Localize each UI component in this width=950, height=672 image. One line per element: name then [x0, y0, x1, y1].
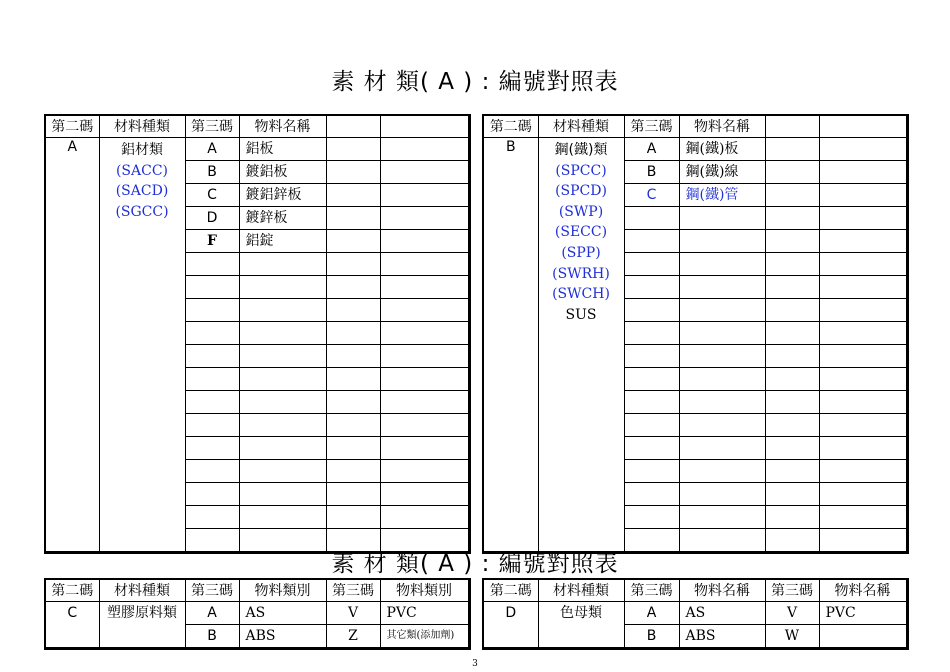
third-code-cell — [624, 460, 679, 483]
material-spec: (SECC) — [554, 224, 608, 241]
material-name-cell — [679, 322, 765, 345]
column-header: 材料種類 — [538, 579, 624, 602]
material-spec: (SWP) — [558, 203, 604, 220]
third-code-cell — [624, 276, 679, 299]
second-code-cell: C — [45, 602, 99, 649]
empty-cell — [765, 299, 819, 322]
third-code-cell — [185, 253, 239, 276]
empty-cell — [380, 368, 469, 391]
category-name: 鋁材類 — [121, 142, 163, 158]
material-category-cell: 塑膠原料類 — [99, 602, 185, 649]
empty-cell — [380, 460, 469, 483]
empty-cell — [380, 184, 469, 207]
empty-cell — [765, 460, 819, 483]
material-name-cell: 鋁錠 — [239, 230, 326, 253]
column-header: 第二碼 — [45, 115, 99, 138]
column-header: 第三碼 — [765, 579, 819, 602]
empty-cell — [326, 437, 380, 460]
column-header: 物料名稱 — [679, 579, 765, 602]
empty-cell — [326, 230, 380, 253]
third-code-cell — [624, 230, 679, 253]
empty-cell — [819, 437, 907, 460]
empty-cell — [380, 437, 469, 460]
category-name: 鋼(鐵)類 — [554, 142, 608, 158]
empty-cell — [819, 460, 907, 483]
empty-cell — [326, 161, 380, 184]
empty-cell — [819, 184, 907, 207]
third-code-cell: A — [624, 602, 679, 625]
material-name-cell — [239, 368, 326, 391]
empty-cell — [380, 253, 469, 276]
material-name-cell — [239, 299, 326, 322]
material-name-cell: 鋼(鐵)線 — [679, 161, 765, 184]
empty-cell — [819, 322, 907, 345]
material-name-cell — [679, 483, 765, 506]
third-code-cell: W — [765, 625, 819, 649]
empty-cell — [326, 368, 380, 391]
third-code-cell: V — [326, 602, 380, 625]
header-row — [483, 579, 907, 602]
third-code-cell — [624, 345, 679, 368]
empty-cell — [380, 138, 469, 161]
third-code-cell — [185, 460, 239, 483]
empty-cell — [819, 253, 907, 276]
third-code-cell: A — [624, 138, 679, 161]
material-category-cell — [99, 138, 185, 553]
empty-cell — [819, 299, 907, 322]
empty-cell — [326, 276, 380, 299]
table-row — [483, 602, 907, 625]
column-header: 物料類別 — [380, 579, 469, 602]
column-header — [380, 115, 469, 138]
material-name-cell — [679, 230, 765, 253]
empty-cell — [765, 437, 819, 460]
empty-cell — [819, 506, 907, 529]
material-name-cell — [239, 276, 326, 299]
table-row — [483, 138, 907, 161]
column-header: 第二碼 — [483, 579, 538, 602]
column-header: 物料名稱 — [819, 579, 907, 602]
material-name-cell — [679, 299, 765, 322]
empty-cell — [380, 483, 469, 506]
empty-cell — [326, 207, 380, 230]
second-code-cell: B — [483, 138, 538, 553]
masterbatch-code-table — [482, 578, 909, 650]
empty-cell — [380, 414, 469, 437]
column-header — [326, 115, 380, 138]
material-name-cell — [679, 345, 765, 368]
empty-cell — [326, 253, 380, 276]
third-code-cell — [185, 345, 239, 368]
empty-cell — [765, 230, 819, 253]
empty-cell — [765, 138, 819, 161]
third-code-cell — [624, 368, 679, 391]
material-name-cell — [679, 506, 765, 529]
material-category-cell — [538, 138, 624, 553]
column-header: 第二碼 — [483, 115, 538, 138]
empty-cell — [326, 345, 380, 368]
material-type-cell: AS — [239, 602, 326, 625]
empty-cell — [326, 322, 380, 345]
second-code-cell: D — [483, 602, 538, 649]
material-spec: (SGCC) — [115, 203, 169, 220]
material-spec: (SACC) — [115, 162, 169, 179]
column-header: 第三碼 — [185, 115, 239, 138]
empty-cell — [765, 161, 819, 184]
third-code-cell — [185, 506, 239, 529]
empty-cell — [765, 506, 819, 529]
column-header: 物料名稱 — [239, 115, 326, 138]
third-code-cell: F — [185, 230, 239, 253]
empty-cell — [380, 276, 469, 299]
material-spec: (SPCD) — [555, 183, 607, 200]
header-row — [483, 115, 907, 138]
material-spec: (SWRH) — [552, 265, 610, 282]
third-code-cell — [624, 322, 679, 345]
third-code-cell: B — [624, 625, 679, 649]
empty-cell — [326, 483, 380, 506]
third-code-cell: C — [185, 184, 239, 207]
empty-cell — [819, 230, 907, 253]
table-row — [45, 602, 469, 625]
page-title: 素 材 類( A ) : 編號對照表 — [331, 69, 619, 95]
third-code-cell: V — [765, 602, 819, 625]
section-title: 素 材 類( A ) : 編號對照表 — [331, 551, 619, 577]
material-type-cell: ABS — [239, 625, 326, 649]
column-header — [765, 115, 819, 138]
column-header: 第三碼 — [326, 579, 380, 602]
third-code-cell: D — [185, 207, 239, 230]
material-name-cell: 鋼(鐵)板 — [679, 138, 765, 161]
empty-cell — [765, 276, 819, 299]
material-name-cell — [239, 253, 326, 276]
material-spec: (SPP) — [561, 244, 601, 261]
column-header: 材料種類 — [538, 115, 624, 138]
material-spec: SUS — [565, 306, 597, 323]
empty-cell — [326, 184, 380, 207]
column-header — [819, 115, 907, 138]
empty-cell — [326, 460, 380, 483]
material-name-cell — [679, 207, 765, 230]
material-name-cell — [679, 460, 765, 483]
material-spec: (SPCC) — [555, 162, 607, 179]
column-header: 第三碼 — [624, 115, 679, 138]
third-code-cell: C — [624, 184, 679, 207]
third-code-cell — [185, 368, 239, 391]
third-code-cell — [185, 322, 239, 345]
material-category-cell: 色母類 — [538, 602, 624, 649]
empty-cell — [765, 368, 819, 391]
empty-cell — [819, 368, 907, 391]
third-code-cell — [624, 391, 679, 414]
column-header: 第二碼 — [45, 579, 99, 602]
empty-cell — [819, 391, 907, 414]
empty-cell — [765, 207, 819, 230]
empty-cell — [765, 483, 819, 506]
material-type-cell: PVC — [380, 602, 469, 625]
material-name-cell — [239, 322, 326, 345]
empty-cell — [765, 322, 819, 345]
third-code-cell — [624, 253, 679, 276]
empty-cell — [765, 184, 819, 207]
empty-cell — [326, 506, 380, 529]
header-row — [45, 579, 469, 602]
empty-cell — [380, 345, 469, 368]
material-name-cell: 鍍鋁板 — [239, 161, 326, 184]
column-header: 物料名稱 — [679, 115, 765, 138]
material-name-cell — [239, 460, 326, 483]
empty-cell — [765, 391, 819, 414]
third-code-cell — [624, 437, 679, 460]
empty-cell — [765, 414, 819, 437]
third-code-cell: B — [185, 161, 239, 184]
empty-cell — [326, 414, 380, 437]
third-code-cell — [185, 414, 239, 437]
material-type-cell: ABS — [679, 625, 765, 649]
table-row — [45, 138, 469, 161]
header-row — [45, 115, 469, 138]
empty-cell — [380, 391, 469, 414]
steel-code-table — [482, 114, 909, 554]
column-header: 材料種類 — [99, 115, 185, 138]
empty-cell — [326, 299, 380, 322]
empty-cell — [819, 276, 907, 299]
page-number: 3 — [472, 659, 478, 669]
material-name-cell — [679, 437, 765, 460]
material-type-cell: 其它類(添加劑) — [380, 625, 469, 649]
material-name-cell — [679, 368, 765, 391]
third-code-cell — [624, 483, 679, 506]
empty-cell — [380, 322, 469, 345]
material-name-cell — [679, 253, 765, 276]
material-name-cell: 鍍鋅板 — [239, 207, 326, 230]
third-code-cell: Z — [326, 625, 380, 649]
material-type-cell — [819, 625, 907, 649]
third-code-cell — [624, 506, 679, 529]
second-code-cell: A — [45, 138, 99, 553]
material-spec: (SACD) — [115, 183, 169, 200]
third-code-cell: A — [185, 138, 239, 161]
empty-cell — [819, 414, 907, 437]
empty-cell — [380, 207, 469, 230]
material-name-cell — [239, 345, 326, 368]
third-code-cell — [185, 299, 239, 322]
material-name-cell — [239, 506, 326, 529]
aluminum-code-table — [44, 114, 471, 554]
column-header: 第三碼 — [185, 579, 239, 602]
empty-cell — [819, 345, 907, 368]
plastic-code-table — [44, 578, 471, 650]
third-code-cell — [624, 414, 679, 437]
material-name-cell: 鋼(鐵)管 — [679, 184, 765, 207]
material-name-cell — [239, 483, 326, 506]
empty-cell — [326, 138, 380, 161]
empty-cell — [380, 506, 469, 529]
material-spec: (SWCH) — [552, 286, 610, 303]
third-code-cell — [185, 391, 239, 414]
empty-cell — [765, 345, 819, 368]
empty-cell — [819, 483, 907, 506]
third-code-cell: A — [185, 602, 239, 625]
third-code-cell — [185, 483, 239, 506]
empty-cell — [380, 299, 469, 322]
material-name-cell — [679, 276, 765, 299]
third-code-cell — [185, 276, 239, 299]
third-code-cell: B — [624, 161, 679, 184]
material-type-cell: PVC — [819, 602, 907, 625]
empty-cell — [326, 391, 380, 414]
material-name-cell — [679, 391, 765, 414]
column-header: 物料類別 — [239, 579, 326, 602]
material-type-cell: AS — [679, 602, 765, 625]
material-name-cell: 鋁板 — [239, 138, 326, 161]
third-code-cell — [624, 207, 679, 230]
third-code-cell: B — [185, 625, 239, 649]
empty-cell — [380, 230, 469, 253]
material-name-cell — [239, 437, 326, 460]
empty-cell — [380, 161, 469, 184]
column-header: 材料種類 — [99, 579, 185, 602]
third-code-cell — [624, 299, 679, 322]
empty-cell — [819, 138, 907, 161]
column-header: 第三碼 — [624, 579, 679, 602]
empty-cell — [765, 253, 819, 276]
material-name-cell — [239, 391, 326, 414]
third-code-cell — [185, 437, 239, 460]
material-name-cell: 鍍鋁鋅板 — [239, 184, 326, 207]
material-name-cell — [239, 414, 326, 437]
empty-cell — [819, 207, 907, 230]
material-name-cell — [679, 414, 765, 437]
empty-cell — [819, 161, 907, 184]
